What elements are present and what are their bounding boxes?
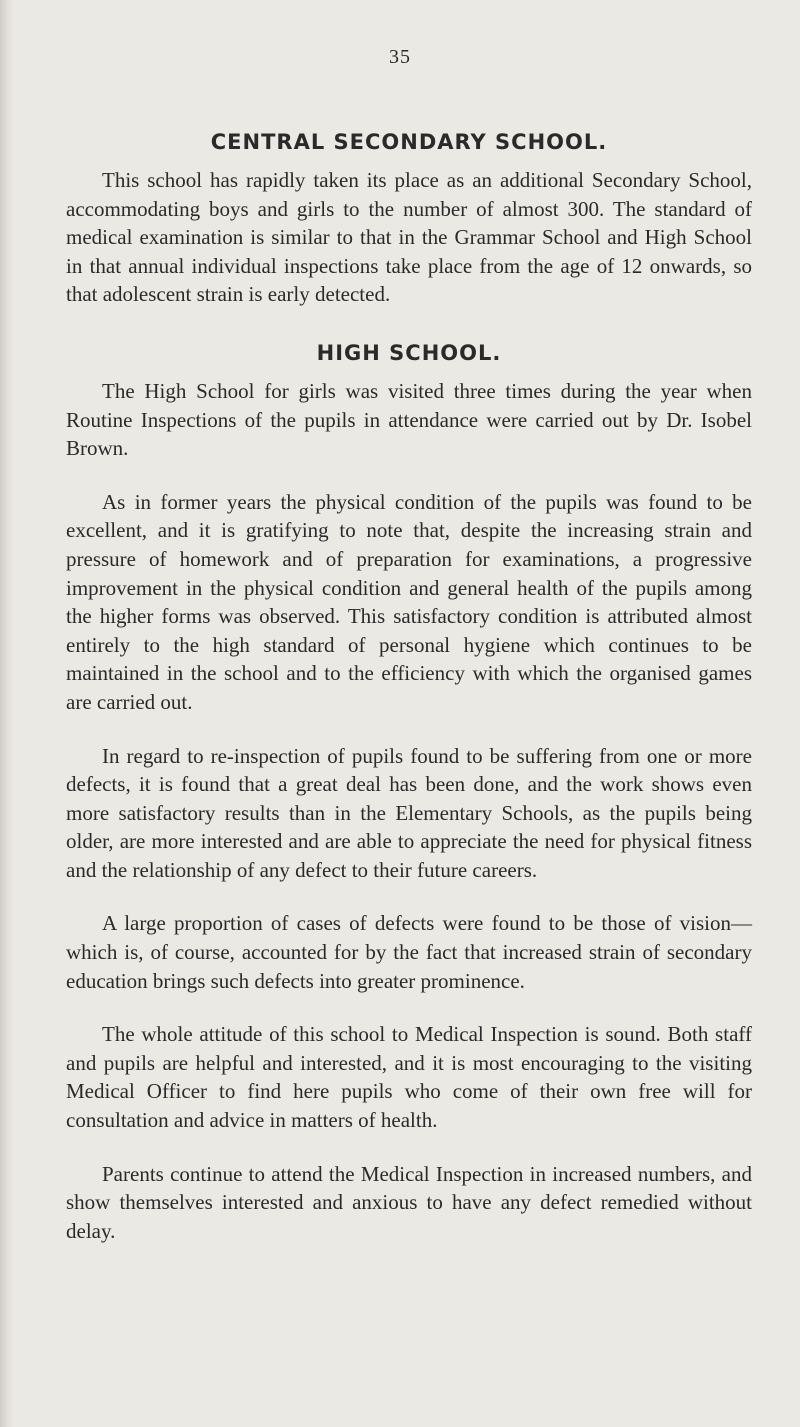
paragraph-high-school-vision-defects: A large proportion of cases of defects were found to be those of vision—which is, of course, accounted for by the fact that increased strain of secondary education brings such defects into greater prominence.	[66, 911, 752, 993]
paragraph-high-school-attitude: The whole attitude of this school to Medical Inspection is sound. Both staff and pupils are helpful and interested, and it is most encouraging to the visiting Medical Officer to find here pupils who come of their own free will for consultation and advice in matters of health.	[66, 1022, 752, 1133]
section-heading-central-secondary-school: CENTRAL SECONDARY SCHOOL.	[210, 130, 608, 154]
paragraph-high-school-visits: The High School for girls was visited three times during the year when Routine Inspections of the pupils in attendance were carried out by Dr. Isobel Brown.	[66, 378, 752, 461]
paragraph-high-school-physical-condition: As in former years the physical condition of the pupils was found to be excellent, and it is gratifying to note that, despite the increasing strain and pressure of homework and of preparation for examinations, a progressive improvement in the physical condition and general health of the pupils among the higher forms was observed. This satisfactory condition is attributed almost entirely to the high standard of personal hygiene which continues to be maintained in the school and to the efficiency with which the organised games are carried out.	[66, 489, 752, 714]
page-binding-edge	[0, 0, 14, 1427]
section-heading-high-school: HIGH SCHOOL.	[316, 340, 502, 365]
paragraph-high-school-parents: Parents continue to attend the Medical Inspection in increased numbers, and show themselves interested and anxious to have any defect remedied without delay.	[66, 1161, 752, 1243]
page-body	[66, 130, 752, 1245]
paragraph-high-school-reinspection: In regard to re-inspection of pupils found to be suffering from one or more defects, it is found that a great deal has been done, and the work shows even more satisfactory results than in the Elementary Schools, as the pupils being older, are more interested and are able to appreciate the need for physical fitness and the relationship of any defect to their future careers.	[66, 743, 752, 882]
page-number: 35	[389, 46, 411, 68]
paragraph-central-secondary-school: This school has rapidly taken its place as an additional Secondary School, accommodating boys and girls to the number of almost 300. The standard of medical examination is similar to that in the Grammar School and High School in that annual individual inspections take place from the age of 12 onwards, so that adolescent strain is early detected.	[66, 168, 752, 307]
